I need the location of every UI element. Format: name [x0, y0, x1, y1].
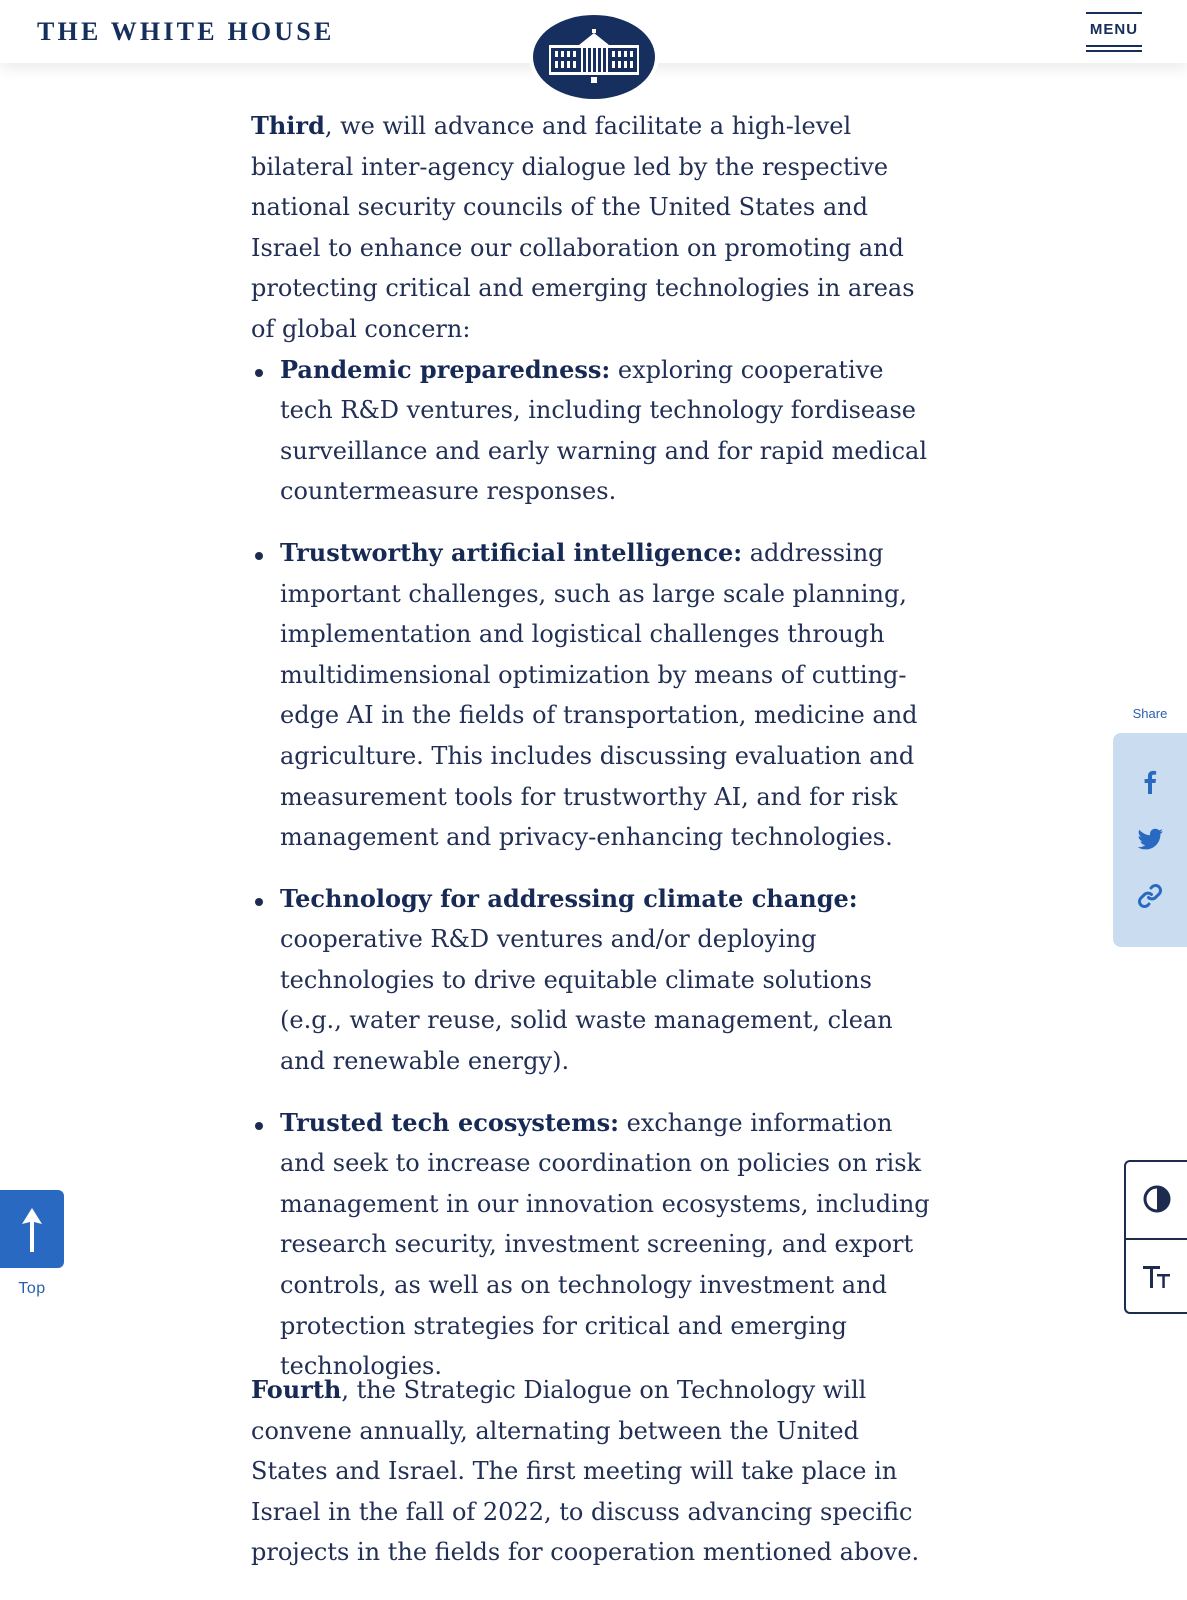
contrast-icon [1142, 1184, 1172, 1214]
list-item-term: Pandemic preparedness: [280, 354, 611, 384]
white-house-building-icon [547, 29, 641, 85]
share-label: Share [1132, 706, 1168, 721]
white-house-seal-icon[interactable] [533, 15, 655, 99]
list-item [251, 533, 941, 858]
article-body [251, 106, 941, 1567]
paragraph-third-lead: Third [251, 111, 325, 140]
paragraph-third [251, 106, 941, 350]
menu-label: MENU [1089, 21, 1139, 38]
list-item [251, 350, 941, 512]
cooperation-areas-list [251, 350, 941, 1387]
list-item-text: addressing important challenges, such as large scale planning, implementation and logistical challenges through multidimensional optimization by means of cutting-edge AI in the fields of transportation, medicine and agriculture. This includes discussing evaluation and measurement tools for trustworthy AI, and for risk management and privacy-enhancing technologies. [280, 538, 918, 852]
paragraph-fourth-text: , the Strategic Dialogue on Technology will convene annually, alternating between the United States and Israel. The first meeting will take place in Israel in the fall of 2022, to discuss advancing specific projects in the fields for cooperation mentioned above. [251, 1376, 920, 1567]
link-icon[interactable] [1135, 881, 1165, 911]
list-item [251, 879, 941, 1082]
arrow-up-icon [20, 1208, 44, 1252]
text-size-icon [1142, 1262, 1172, 1292]
share-panel [1113, 733, 1187, 947]
accessibility-tools [1124, 1160, 1187, 1314]
site-title[interactable]: THE WHITE HOUSE [37, 17, 335, 46]
paragraph-third-text: , we will advance and facilitate a high-level bilateral inter-agency dialogue led by the respective national security councils of the United States and Israel to enhance our collaboration on promoting and protecting critical and emerging technologies in areas of global concern: [251, 112, 915, 343]
paragraph-fourth [251, 1370, 941, 1573]
list-item-term: Technology for addressing climate change: [280, 883, 858, 913]
menu-bottom-line-2 [1086, 50, 1142, 52]
facebook-icon[interactable] [1135, 767, 1165, 797]
list-item-text: exchange information and seek to increase coordination on policies on risk management in our innovation ecosystems, including research security, investment screening, and export controls, as well as on technology investment and protection strategies for critical and emerging technologies. [280, 1108, 930, 1381]
contrast-toggle-button[interactable] [1126, 1162, 1187, 1238]
back-to-top-button[interactable] [0, 1190, 64, 1268]
twitter-icon[interactable] [1135, 824, 1165, 854]
list-item-term: Trusted tech ecosystems: [280, 1107, 619, 1137]
menu-bottom-line [1086, 45, 1142, 47]
menu-button[interactable] [1086, 12, 1142, 52]
list-item-text: exploring cooperative tech R&D ventures, including technology fordisease surveillance and early warning and for rapid medical countermeasure responses. [280, 355, 928, 506]
menu-top-line [1086, 12, 1142, 14]
list-item [251, 1103, 941, 1387]
list-item-text: cooperative R&D ventures and/or deploying technologies to drive equitable climate solutions (e.g., water reuse, solid waste management, clean and renewable energy). [280, 925, 893, 1076]
list-item-term: Trustworthy artificial intelligence: [280, 537, 743, 567]
back-to-top-label[interactable]: Top [18, 1280, 46, 1297]
text-size-button[interactable] [1126, 1240, 1187, 1316]
paragraph-fourth-lead: Fourth [251, 1375, 342, 1404]
